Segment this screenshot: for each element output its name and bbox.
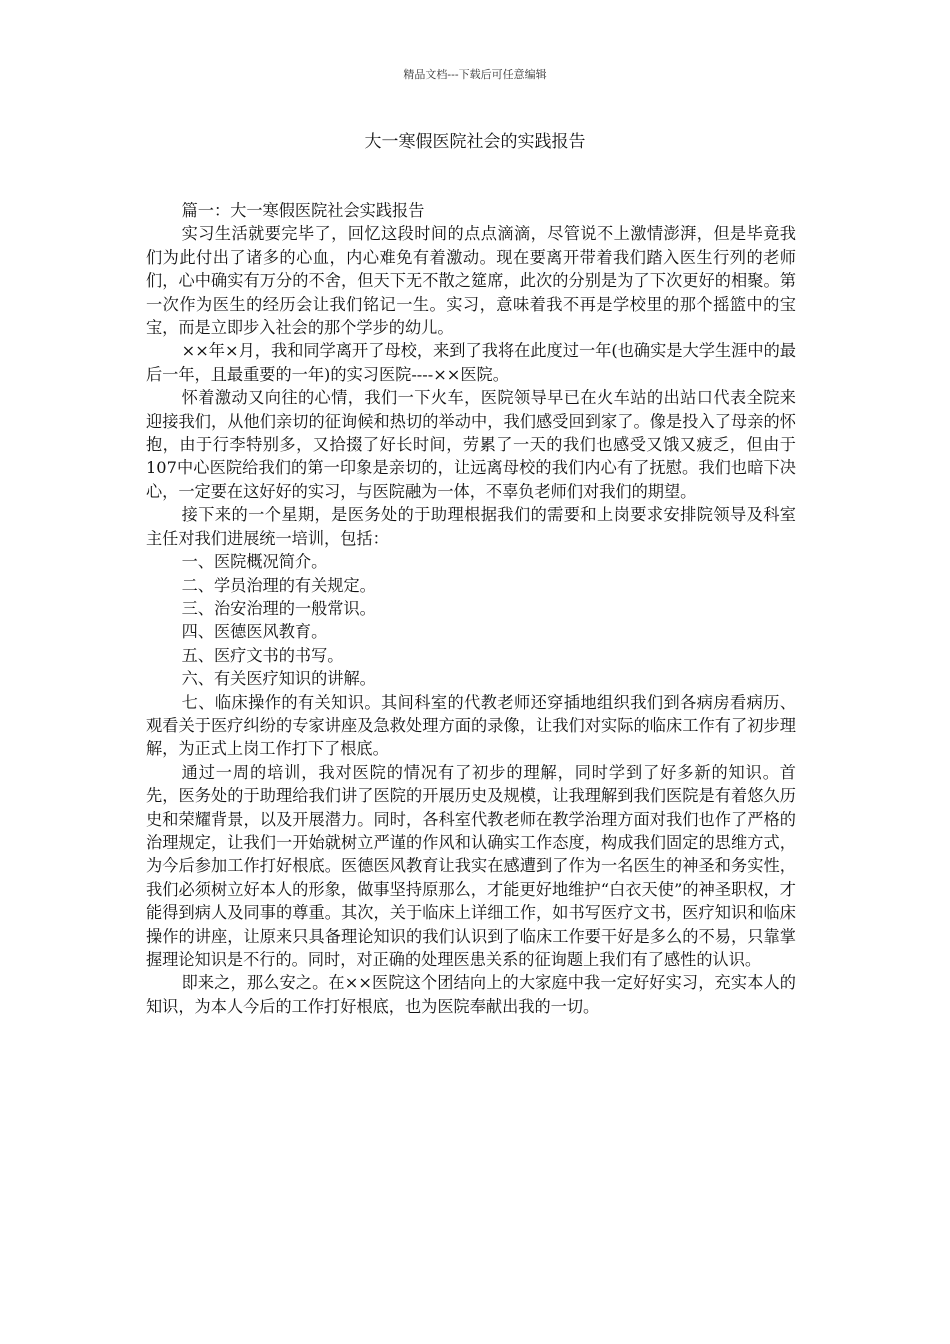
list-item: 七、临床操作的有关知识。其间科室的代教老师还穿插地组织我们到各病房看病历、观看关于医疗纠纷的专家讲座及急救处理方面的录像，让我们对实际的临床工作有了初步理解，为正式上岗工作打下了根底。	[146, 692, 796, 759]
paragraph: 即来之，那么安之。在××医院这个团结向上的大家庭中我一定好好实习，充实本人的知识，为本人今后的工作打好根底，也为医院奉献出我的一切。	[146, 973, 796, 1016]
list-item: 三、治安治理的一般常识。	[181, 598, 376, 618]
paragraph: 接下来的一个星期，是医务处的于助理根据我们的需要和上岗要求安排院领导及科室主任对我们进展统一培训，包括：	[146, 505, 796, 548]
list-item: 五、医疗文书的书写。	[181, 645, 344, 665]
header-note: 精品文档---下载后可任意编辑	[403, 68, 547, 81]
list-item: 一、医院概况简介。	[181, 552, 328, 572]
paragraph: 实习生活就要完毕了，回忆这段时间的点点滴滴，尽管说不上激情澎湃，但是毕竟我们为此付出了诸多的心血，内心难免有着激动。现在要离开带着我们踏入医生行列的老师们，心中确实有万分的不舍，但天下无不散之筵席，此次的分别是为了下次更好的相聚。第一次作为医生的经历会让我们铭记一生。实习，意味着我不再是学校里的那个摇篮中的宝宝，而是立即步入社会的那个学步的幼儿。	[146, 224, 796, 338]
paragraph: 怀着激动又向往的心情，我们一下火车，医院领导早已在火车站的出站口代表全院来迎接我们，从他们亲切的征询候和热切的举动中，我们感受回到家了。像是投入了母亲的怀抱，由于行李特别多，又拾掇了好长时间，劳累了一天的我们也感受又饿又疲乏，但由于107中心医院给我们的第一印象是亲切的，让远离母校的我们内心有了抚慰。我们也暗下决心，一定要在这好好的实习，与医院融为一体，不辜负老师们对我们的期望。	[146, 388, 796, 501]
document-body	[146, 199, 796, 1018]
list-item: 六、有关医疗知识的讲解。	[181, 669, 376, 689]
paragraph: 通过一周的培训，我对医院的情况有了初步的理解，同时学到了好多新的知识。首先，医务处的于助理给我们讲了医院的开展历史及规模，让我理解到我们医院是有着悠久历史和荣耀背景，以及开展潜力。同时，各科室代教老师在教学治理方面对我们也作了严格的治理规定，让我们一开始就树立严谨的作风和认确实工作态度，构成我们固定的思维方式，为今后参加工作打好根底。医德医风教育让我实在感遭到了作为一名医生的神圣和务实性，我们必须树立好本人的形象，做事坚持原那么，才能更好地维护“白衣天使”的神圣职权，才能得到病人及同事的尊重。其次，关于临床上详细工作，如书写医疗文书，医疗知识和临床操作的讲座，让原来只具备理论知识的我们认识到了临床工作要干好是多么的不易，只靠掌握理论知识是不行的。同时，对正确的处理医患关系的征询题上我们有了感性的认识。	[146, 762, 796, 969]
section-heading: 篇一：大一寒假医院社会实践报告	[181, 201, 425, 220]
list-item: 四、医德医风教育。	[181, 622, 328, 642]
document-title: 大一寒假医院社会的实践报告	[364, 132, 586, 152]
list-item: 二、学员治理的有关规定。	[181, 575, 376, 595]
paragraph: ××年×月，我和同学离开了母校，来到了我将在此度过一年(也确实是大学生涯中的最后一年，且最重要的一年)的实习医院----××医院。	[146, 341, 796, 384]
